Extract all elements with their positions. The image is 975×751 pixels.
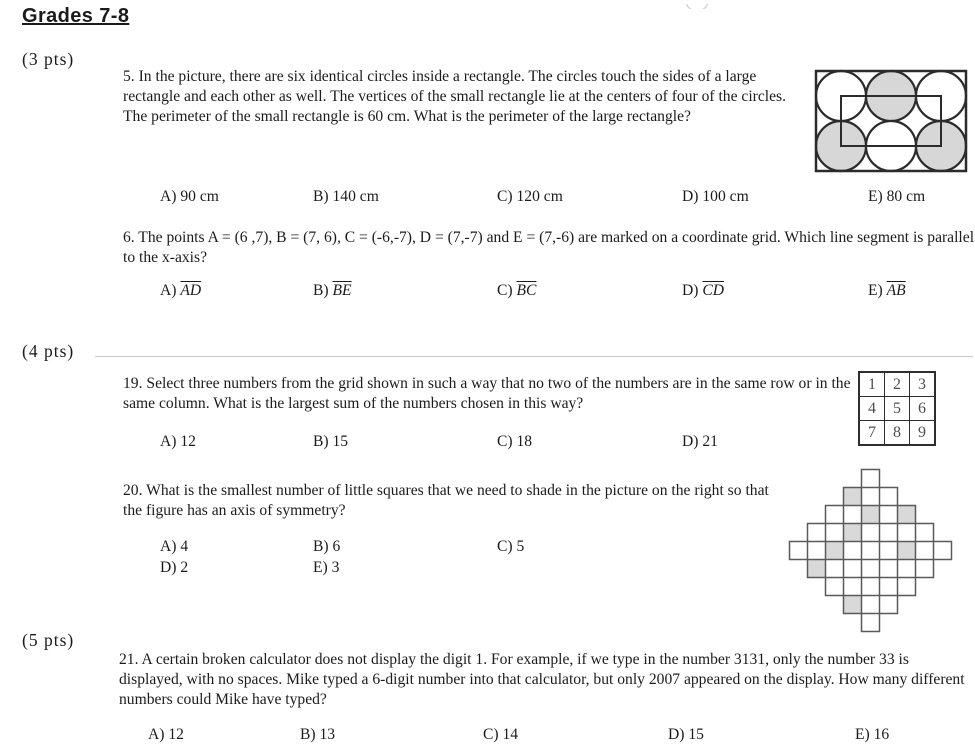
grid-cell: 4 xyxy=(859,397,885,421)
points-label-5pts: (5 pts) xyxy=(22,630,75,650)
q21-option-e: E) 16 xyxy=(855,726,890,743)
q19-option-b: B) 15 xyxy=(313,433,349,450)
q6-option-e xyxy=(868,282,906,300)
q5-option-c: C) 120 cm xyxy=(497,188,563,205)
option-prefix: C) xyxy=(497,282,513,299)
section-divider xyxy=(95,356,973,357)
question-5-options xyxy=(0,188,975,210)
q6-option-c xyxy=(497,282,536,300)
segment-label: $\overline{CD}$ xyxy=(702,282,725,299)
points-label-4pts: (4 pts) xyxy=(22,341,75,361)
question-6-options xyxy=(0,282,975,304)
cropped-logo-artifact xyxy=(683,0,711,9)
question-6-text: 6. The points A = (6 ,7), B = (7, 6), C = (-6,-7), D = (7,-7) and E = (7,-6) are marked on a coordinate grid. Which line segment is parallel to the x-axis? xyxy=(123,229,975,266)
question-19-options xyxy=(0,433,975,455)
grid-cell: 8 xyxy=(885,421,910,446)
grid-cell: 6 xyxy=(910,397,936,421)
grid-cell: 3 xyxy=(910,372,936,397)
grid-cell: 1 xyxy=(859,372,885,397)
option-prefix: B) xyxy=(313,282,329,299)
q5-option-e: E) 80 cm xyxy=(868,188,926,205)
grid-cell: 5 xyxy=(885,397,910,421)
q5-option-b: B) 140 cm xyxy=(313,188,379,205)
points-label-3pts: (3 pts) xyxy=(22,49,75,69)
q6-option-b xyxy=(313,282,352,300)
grid-row xyxy=(859,397,935,421)
q21-option-b: B) 13 xyxy=(300,726,336,743)
q21-option-d: D) 15 xyxy=(668,726,704,743)
question-20-text: 20. What is the smallest number of little squares that we need to shade in the picture on the right so that the figure has an axis of symmetry? xyxy=(123,482,769,519)
q19-option-d: D) 21 xyxy=(682,433,718,450)
question-21-options xyxy=(0,726,975,748)
grid-cell: 7 xyxy=(859,421,885,446)
question-20-options-row2 xyxy=(0,559,975,581)
question-20-options-row1 xyxy=(0,538,975,560)
question-19-text: 19. Select three numbers from the grid shown in such a way that no two of the numbers are in the same row or in the same column. What is the largest sum of the numbers chosen in this way? xyxy=(123,375,851,412)
q19-option-c: C) 18 xyxy=(497,433,533,450)
q5-option-d: D) 100 cm xyxy=(682,188,749,205)
question-21-text: 21. A certain broken calculator does not display the digit 1. For example, if we type in the number 3131, only the number 33 is displayed, with no spaces. Mike typed a 6-digit number into that calculator, but only 2007 appeared on the display. How many different numbers could Mike have typed? xyxy=(119,651,965,708)
q20-option-c: C) 5 xyxy=(497,538,525,555)
q6-option-a xyxy=(160,282,201,300)
q20-option-b: B) 6 xyxy=(313,538,341,555)
segment-label: $\overline{BE}$ xyxy=(332,282,352,299)
q20-option-a: A) 4 xyxy=(160,538,189,555)
segment-label: $\overline{BC}$ xyxy=(516,282,537,299)
segment-label: $\overline{AB}$ xyxy=(886,282,906,299)
option-prefix: A) xyxy=(160,282,177,299)
question-5-text: 5. In the picture, there are six identical circles inside a rectangle. The circles touch the sides of a large rectangle and each other as well. The vertices of the small rectangle lie at the centers of four of the circles. The perimeter of the small rectangle is 60 cm. What is the perimeter of the large rectangle? xyxy=(123,68,787,125)
grid-cell: 9 xyxy=(910,421,936,446)
page-title: Grades 7-8 xyxy=(22,5,130,27)
option-prefix: E) xyxy=(868,282,883,299)
q20-option-e: E) 3 xyxy=(313,559,340,576)
q5-option-a: A) 90 cm xyxy=(160,188,219,205)
q19-option-a: A) 12 xyxy=(160,433,196,450)
grid-cell: 2 xyxy=(885,372,910,397)
q21-option-c: C) 14 xyxy=(483,726,519,743)
q20-option-d: D) 2 xyxy=(160,559,189,576)
six-circles-figure xyxy=(814,69,968,175)
segment-label: $\overline{AD}$ xyxy=(180,282,202,299)
grid-row xyxy=(859,372,935,397)
option-prefix: D) xyxy=(682,282,699,299)
q6-option-d xyxy=(682,282,724,300)
q21-option-a: A) 12 xyxy=(148,726,184,743)
